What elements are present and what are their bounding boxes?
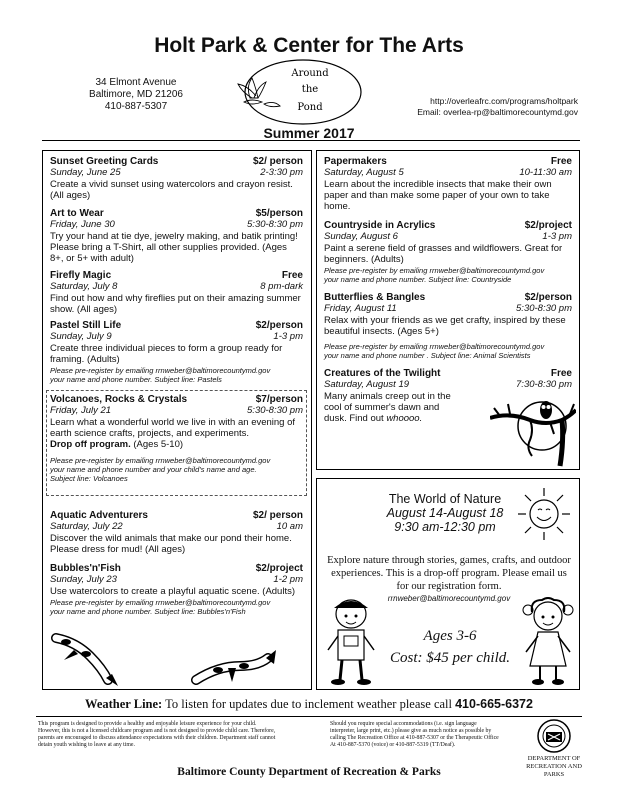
event-price: $2/project bbox=[524, 220, 572, 231]
department-name: Baltimore County Department of Recreation & Parks bbox=[177, 766, 441, 778]
register-note: Subject line: Volcanoes bbox=[50, 474, 128, 483]
event-desc: Create a vivid sunset using watercolors and crayon resist. (All ages) bbox=[50, 179, 293, 201]
event-price: $7/person bbox=[255, 394, 303, 405]
logo-text-around: Around bbox=[291, 68, 329, 79]
event-date: Friday, August 11 bbox=[324, 303, 397, 314]
register-note: Please pre-register by emailing rrnweber@baltimorecountymd.gov bbox=[50, 456, 271, 465]
event-title: Butterflies & Bangles bbox=[324, 292, 426, 303]
event-desc: Try your hand at tie dye, jewelry making, and batik printing! Please bring a T-Shirt, all other supplies provided. (Ages 8+, or 5+ with adult) bbox=[50, 231, 298, 264]
event-title: Art to Wear bbox=[50, 208, 104, 219]
event-butterflies-bangles bbox=[324, 292, 572, 360]
address-block bbox=[76, 77, 196, 113]
event-papermakers bbox=[324, 156, 572, 212]
event-time: 8 pm-dark bbox=[260, 281, 303, 292]
event-price: $2/ person bbox=[252, 510, 303, 521]
weather-text: To listen for updates due to inclement weather please call bbox=[162, 697, 456, 711]
weather-label: Weather Line: bbox=[85, 697, 163, 711]
event-date: Saturday, August 5 bbox=[324, 167, 404, 178]
event-aquatic-adventurers bbox=[50, 510, 303, 555]
event-time: 10 am bbox=[276, 521, 303, 532]
event-title: Creatures of the Twilight bbox=[324, 368, 441, 379]
event-desc: Learn what a wonderful world we live in with an evening of earth science crafts, projects, and experiments. bbox=[50, 417, 296, 439]
event-date: Sunday, June 25 bbox=[50, 167, 121, 178]
divider bbox=[42, 140, 580, 141]
owl-tree-icon bbox=[490, 390, 576, 468]
event-price: $2/person bbox=[255, 320, 303, 331]
event-bubbles-n-fish bbox=[50, 563, 303, 616]
sun-icon bbox=[516, 486, 572, 542]
event-date: Saturday, July 22 bbox=[50, 521, 123, 532]
event-time: 5:30-8:30 pm bbox=[247, 219, 303, 230]
event-sunset-greeting-cards bbox=[50, 156, 303, 201]
address-line: 410-887-5307 bbox=[104, 101, 168, 112]
event-time: 7:30-8:30 pm bbox=[516, 379, 572, 390]
event-date: Saturday, July 8 bbox=[50, 281, 118, 292]
seal-caption-line: RECREATION AND PARKS bbox=[526, 763, 582, 778]
event-firefly-magic bbox=[50, 270, 303, 315]
event-desc: Find out how and why fireflies put on their amazing summer show. (All ages) bbox=[50, 293, 301, 315]
event-desc: Discover the wild animals that make our pond their home. Please dress for mud! (All ages) bbox=[50, 533, 292, 555]
nature-time: 9:30 am-12:30 pm bbox=[394, 520, 496, 534]
event-title: Aquatic Adventurers bbox=[50, 510, 148, 521]
register-note: your name and phone number. Subject line: Bubbles'n'Fish bbox=[50, 607, 246, 616]
event-date: Friday, July 21 bbox=[50, 405, 112, 416]
seal-caption-line: DEPARTMENT OF bbox=[527, 755, 581, 762]
event-art-to-wear bbox=[50, 208, 303, 264]
event-price: $2/project bbox=[255, 563, 303, 574]
koi-fish-icon bbox=[46, 632, 126, 688]
event-price: Free bbox=[281, 270, 303, 281]
event-desc: Paint a serene field of grasses and wildflowers. Great for beginners. (Adults) bbox=[324, 243, 563, 265]
weather-phone: 410-665-6372 bbox=[455, 697, 533, 711]
register-note: your name and phone number and your child's name and age. bbox=[50, 465, 257, 474]
footer-disclaimer: This program is designed to provide a healthy and enjoyable leisure experience for your child. However, this is not a licensed childcare program and is not designed to provide child care. Therefore, parents are encouraged to discuss attendance expectations with their children. Department staff cannot detain youth wishing to leave at any time. bbox=[38, 721, 276, 748]
footer-accommodations: Should you require special accommodations (i.e. sign language interpreter, large print, etc.) please give as much notice as possible by calling The Recreation Office at 410-887-5307 or the Therapeutic Office At 410-887-5370 (voice) or 410-887-5319 (TT/Deaf). bbox=[330, 721, 499, 748]
contact-block bbox=[417, 96, 578, 118]
address-line: Baltimore, MD 21206 bbox=[89, 89, 183, 100]
nature-email[interactable]: rrnweber@baltimorecountymd.gov bbox=[387, 594, 511, 603]
drop-off-label: Drop off program. bbox=[50, 439, 131, 450]
event-price: $2/person bbox=[524, 292, 572, 303]
event-desc: Learn about the incredible insects that make their own paper and than make some paper of your own to take home. bbox=[324, 179, 552, 212]
event-time: 1-3 pm bbox=[542, 231, 572, 242]
event-desc: Use watercolors to create a playful aquatic scene. (Adults) bbox=[50, 586, 296, 597]
page-title: Holt Park & Center for The Arts bbox=[154, 34, 464, 57]
email-link[interactable]: Email: overlea-rp@baltimorecountymd.gov bbox=[417, 107, 578, 117]
nature-ages: Ages 3-6 bbox=[423, 628, 477, 644]
lotus-logo bbox=[228, 56, 378, 126]
event-time: 1-2 pm bbox=[273, 574, 303, 585]
nature-title: The World of Nature bbox=[388, 492, 502, 506]
event-title: Bubbles'n'Fish bbox=[50, 563, 121, 574]
event-desc: Create three individual pieces to form a group ready for framing. (Adults) bbox=[50, 343, 283, 365]
event-time: 10-11:30 am bbox=[519, 167, 572, 178]
nature-cost: Cost: $45 per child. bbox=[390, 650, 510, 666]
website-link[interactable]: http://overleafrc.com/programs/holtpark bbox=[430, 96, 578, 106]
nature-heading bbox=[370, 492, 520, 534]
child-boy-icon bbox=[322, 596, 380, 688]
event-price: Free bbox=[550, 368, 572, 379]
event-title: Papermakers bbox=[324, 156, 387, 167]
season-heading: Summer 2017 bbox=[263, 125, 355, 141]
weather-line bbox=[0, 697, 618, 712]
divider bbox=[36, 716, 582, 717]
event-title: Firefly Magic bbox=[50, 270, 112, 281]
event-desc: Many animals creep out in the cool of summer's dawn and dusk. Find out bbox=[324, 391, 451, 424]
register-note: Please pre-register by emailing rrnweber@baltimorecountymd.gov bbox=[50, 366, 271, 375]
child-girl-icon bbox=[520, 596, 576, 688]
register-note: your name and phone number . Subject line: Animal Scientists bbox=[324, 351, 531, 360]
register-note: your name and phone number. Subject line: Countryside bbox=[324, 275, 512, 284]
event-volcanoes bbox=[50, 394, 303, 483]
register-note: Please pre-register by emailing rrnweber@baltimorecountymd.gov bbox=[324, 342, 545, 351]
logo-text-pond: Pond bbox=[297, 102, 323, 113]
event-title: Pastel Still Life bbox=[50, 320, 122, 331]
event-price: $5/person bbox=[255, 208, 303, 219]
event-date: Sunday, July 23 bbox=[50, 574, 117, 585]
event-date: Saturday, August 19 bbox=[324, 379, 410, 390]
address-line: 34 Elmont Avenue bbox=[95, 77, 177, 88]
event-date: Friday, June 30 bbox=[50, 219, 115, 230]
county-seal-icon bbox=[536, 718, 572, 754]
nature-dates: August 14-August 18 bbox=[386, 506, 504, 520]
age-label: (Ages 5-10) bbox=[130, 439, 184, 450]
event-desc: Relax with your friends as we get crafty, inspired by these beautiful insects. (Ages 5+) bbox=[324, 315, 566, 337]
event-title: Countryside in Acrylics bbox=[324, 220, 436, 231]
nature-desc: Explore nature through stories, games, crafts, and outdoor experiences. This is a drop-off program. Please email us for our registration form. bbox=[327, 555, 571, 592]
event-pastel-still-life bbox=[50, 320, 303, 384]
whoooo-text: whoooo. bbox=[386, 413, 423, 424]
register-note: your name and phone number. Subject line: Pastels bbox=[50, 375, 222, 384]
koi-fish-icon bbox=[188, 648, 278, 690]
register-note: Please pre-register by emailing rrnweber@baltimorecountymd.gov bbox=[324, 266, 545, 275]
event-time: 2-3:30 pm bbox=[260, 167, 303, 178]
event-time: 5:30-8:30 pm bbox=[516, 303, 572, 314]
register-note: Please pre-register by emailing rrnweber@baltimorecountymd.gov bbox=[50, 598, 271, 607]
event-price: Free bbox=[550, 156, 572, 167]
event-countryside-acrylics bbox=[324, 220, 572, 284]
event-date: Sunday, August 6 bbox=[324, 231, 398, 242]
event-title: Volcanoes, Rocks & Crystals bbox=[50, 394, 188, 405]
logo-text-the: the bbox=[301, 84, 319, 95]
event-date: Sunday, July 9 bbox=[50, 331, 112, 342]
event-title: Sunset Greeting Cards bbox=[50, 156, 159, 167]
event-time: 1-3 pm bbox=[273, 331, 303, 342]
event-time: 5:30-8:30 pm bbox=[247, 405, 303, 416]
event-price: $2/ person bbox=[252, 156, 303, 167]
